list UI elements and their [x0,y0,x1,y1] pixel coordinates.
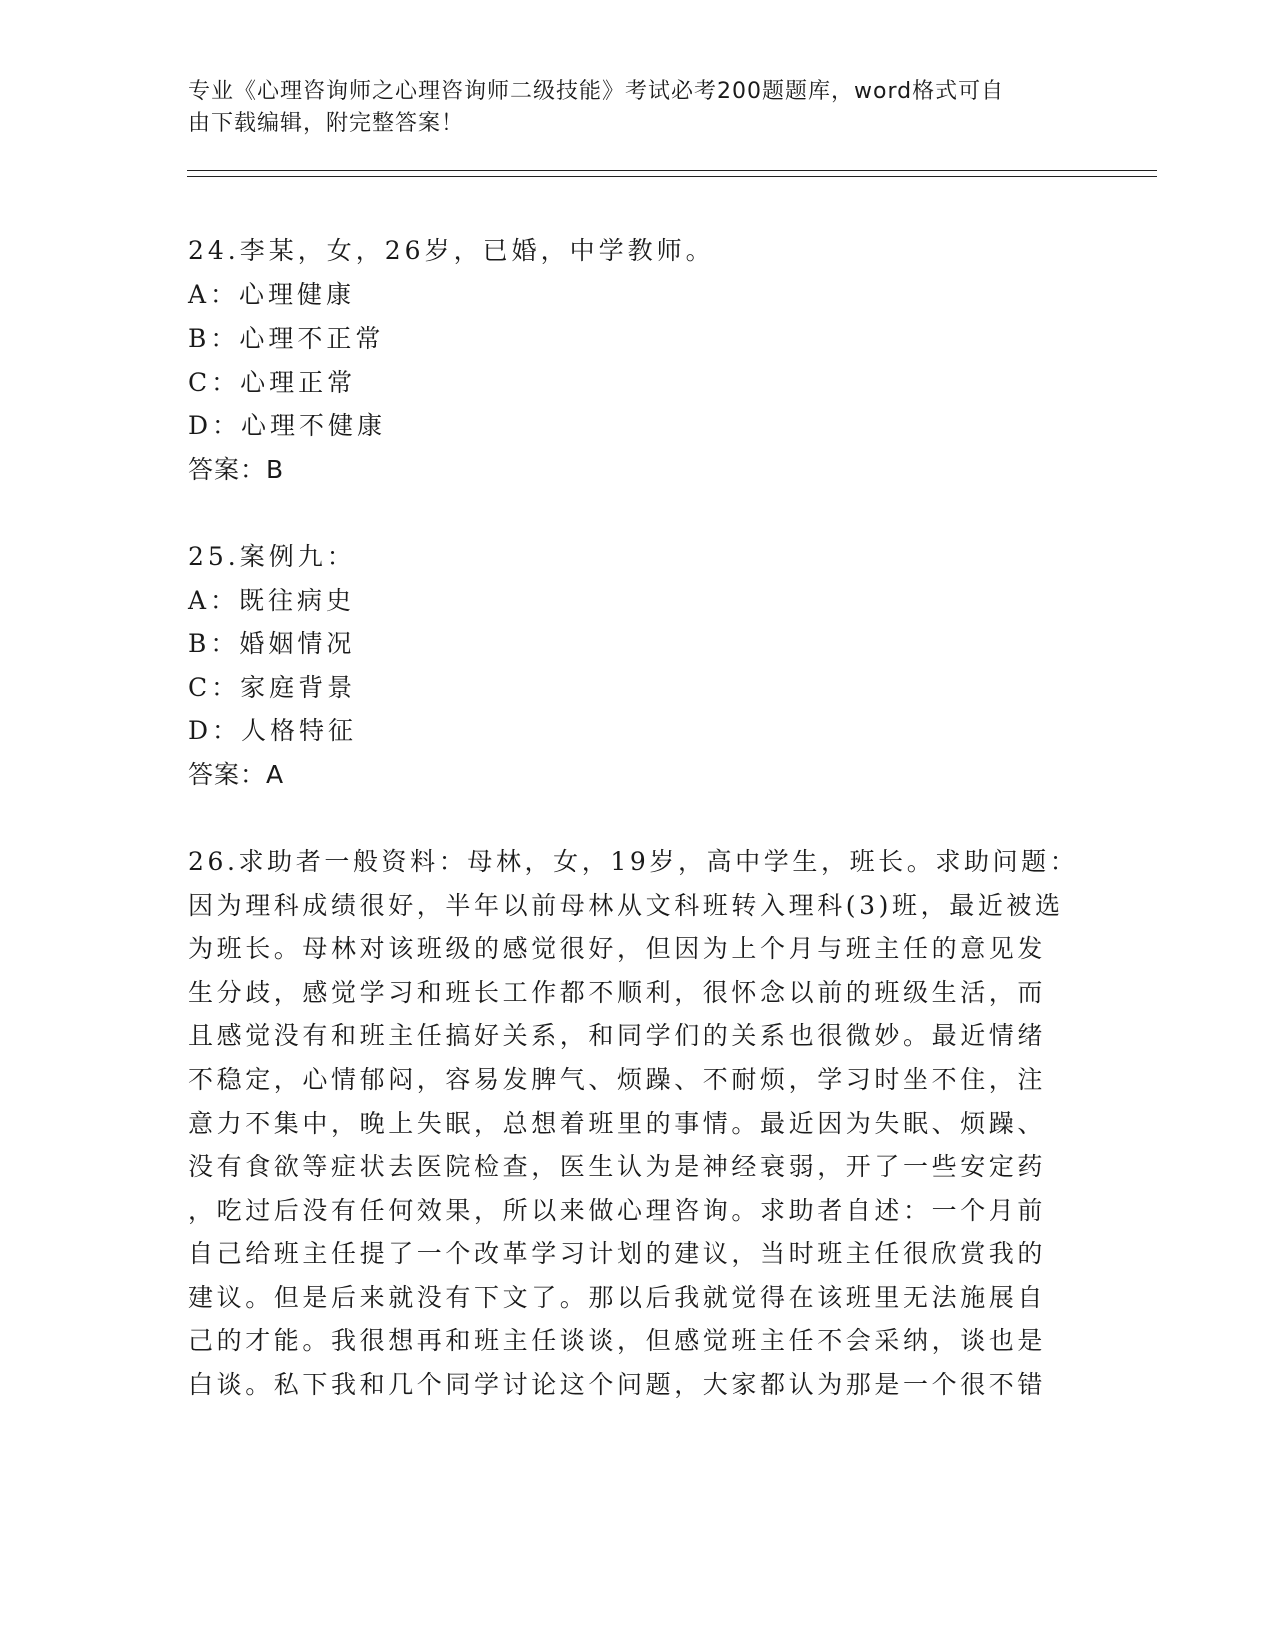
option-b: B：婚姻情况 [188,629,356,658]
paragraph-line: 为班长。母林对该班级的感觉很好，但因为上个月与班主任的意见发 [188,934,1047,963]
paragraph-line: 因为理科成绩很好，半年以前母林从文科班转入理科(3)班，最近被选 [188,891,1064,920]
option-a: A：既往病史 [188,586,356,615]
answer: 答案：A [188,760,285,789]
option-c: C：家庭背景 [188,673,357,702]
paragraph-line: 自己给班主任提了一个改革学习计划的建议，当时班主任很欣赏我的 [188,1239,1047,1268]
header-line-2: 由下载编辑，附完整答案！ [188,111,465,136]
option-b: B：心理不正常 [188,324,385,353]
paragraph-line: 意力不集中，晚上失眠，总想着班里的事情。最近因为失眠、烦躁、 [188,1109,1047,1138]
header-divider-bottom [187,176,1157,177]
option-c: C：心理正常 [188,368,357,397]
question-stem: 25.案例九： [188,542,356,571]
paragraph-line: ，吃过后没有任何效果，所以来做心理咨询。求助者自述：一个月前 [188,1196,1047,1225]
question-stem: 24.李某，女，26岁，已婚，中学教师。 [188,236,715,265]
paragraph-line: 己的才能。我很想再和班主任谈谈，但感觉班主任不会采纳，谈也是 [188,1326,1047,1355]
option-d: D：人格特征 [188,716,358,745]
paragraph-line: 不稳定，心情郁闷，容易发脾气、烦躁、不耐烦，学习时坐不住，注 [188,1065,1047,1094]
paragraph-line: 26.求助者一般资料：母林，女，19岁，高中学生，班长。求助问题： [188,847,1079,876]
paragraph-line: 没有食欲等症状去医院检查，医生认为是神经衰弱，开了一些安定药 [188,1152,1047,1181]
paragraph-line: 且感觉没有和班主任搞好关系，和同学们的关系也很微妙。最近情绪 [188,1021,1047,1050]
option-a: A：心理健康 [188,280,356,309]
paragraph-line: 生分歧，感觉学习和班长工作都不顺利，很怀念以前的班级生活，而 [188,978,1047,1007]
answer: 答案：B [188,455,285,484]
paragraph-line: 白谈。私下我和几个同学讨论这个问题，大家都认为那是一个很不错 [188,1370,1047,1399]
paragraph-line: 建议。但是后来就没有下文了。那以后我就觉得在该班里无法施展自 [188,1283,1047,1312]
header-divider-top [187,170,1157,171]
option-d: D：心理不健康 [188,411,387,440]
header-line-1: 专业《心理咨询师之心理咨询师二级技能》考试必考200题题库，word格式可自 [188,79,1005,104]
